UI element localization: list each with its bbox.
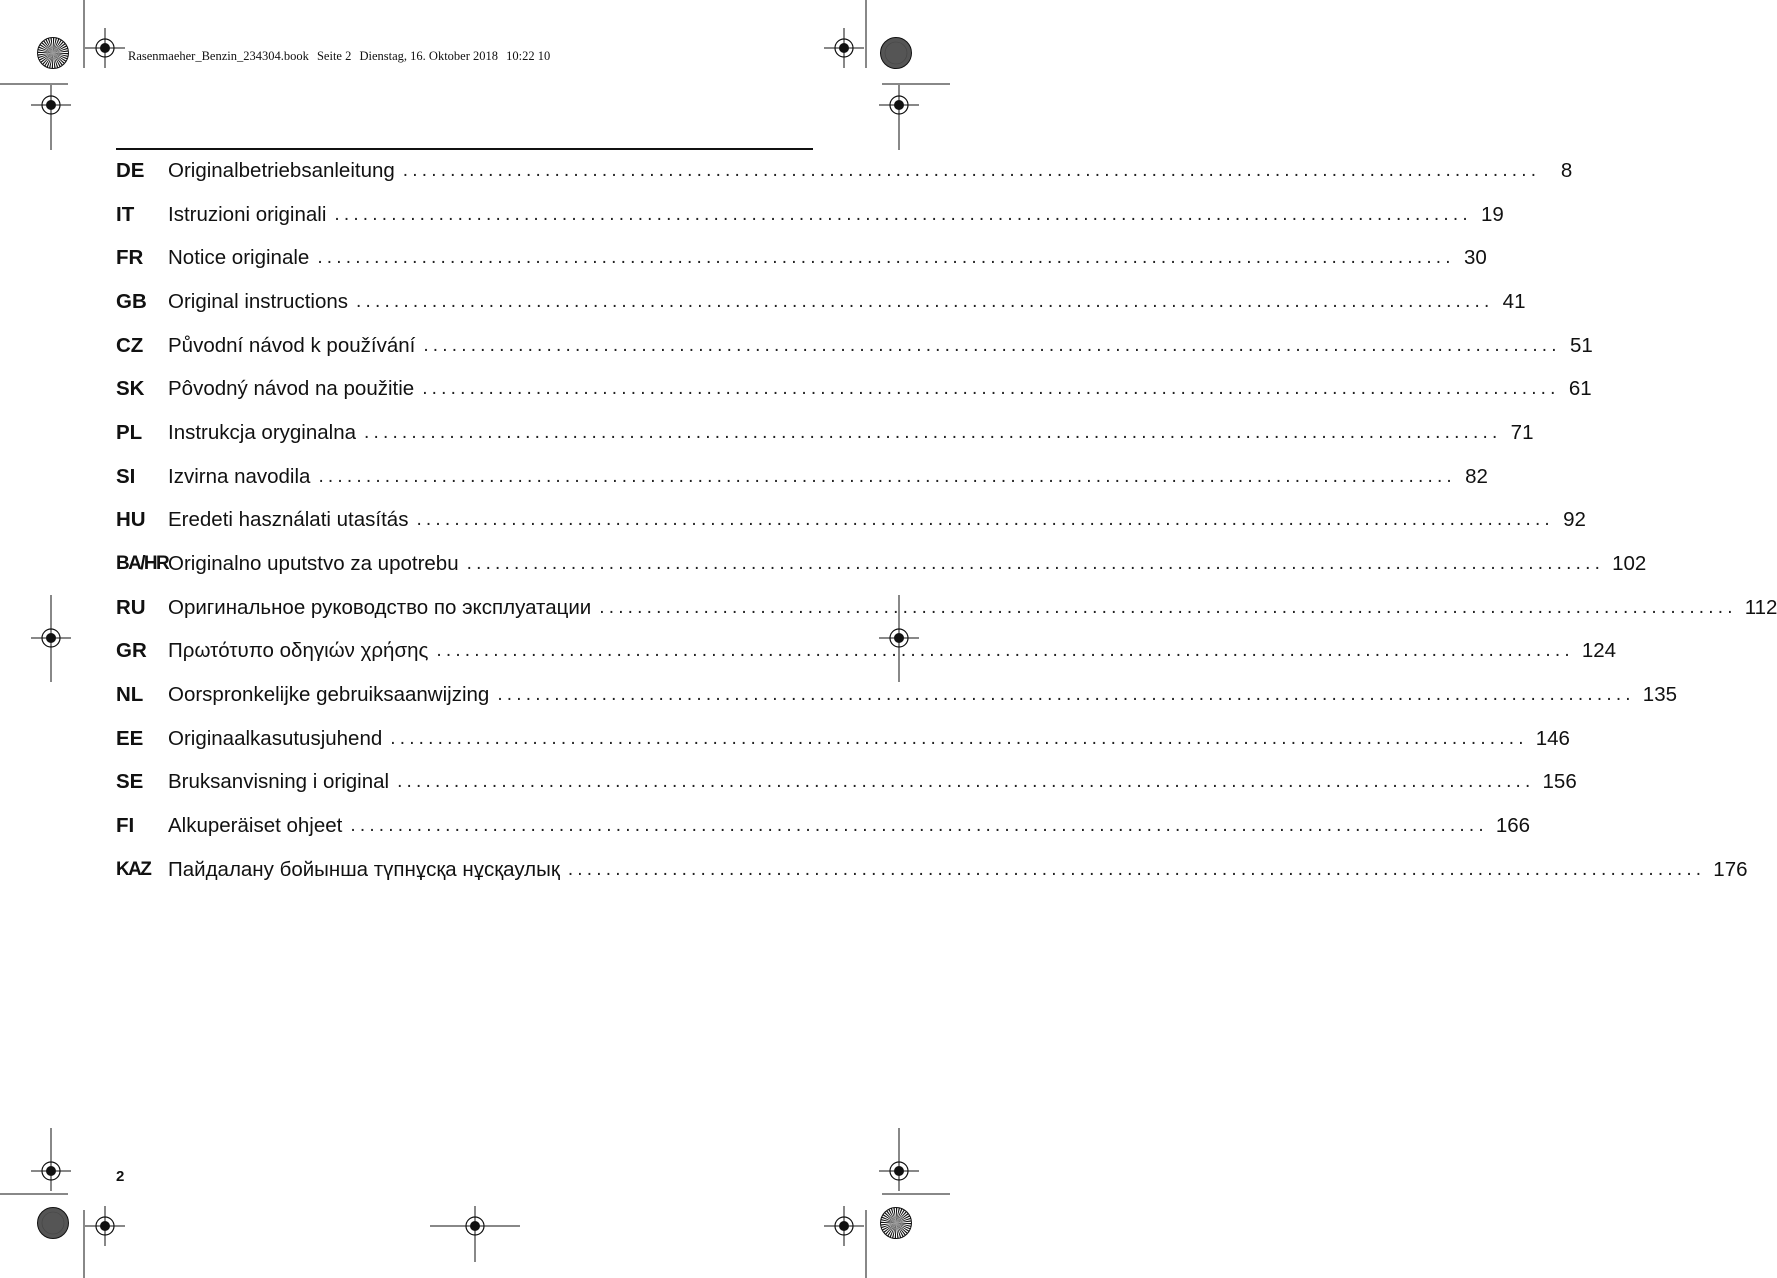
toc-dot-leader: ........................................................................................................................ — [497, 684, 1635, 706]
registration-target-icon — [824, 28, 864, 68]
toc-entry — [116, 542, 1647, 586]
toc-entry — [116, 848, 1748, 892]
toc-page-number: 92 — [1563, 508, 1586, 532]
toc-entry — [116, 586, 1777, 630]
toc-title: Bruksanvisning i original — [168, 770, 390, 794]
toc-page-number: 156 — [1542, 770, 1577, 794]
table-of-contents — [116, 149, 1777, 892]
toc-entry — [116, 411, 1534, 455]
toc-title: Original instructions — [168, 289, 349, 313]
toc-entry — [116, 804, 1531, 848]
toc-title: Eredeti használati utasítás — [168, 508, 409, 532]
toc-page-number: 41 — [1502, 289, 1526, 313]
registration-target-icon — [85, 28, 125, 68]
toc-language-code: BA/HR — [116, 553, 169, 575]
grey-disc-registration-icon — [879, 36, 913, 70]
toc-language-code: NL — [116, 683, 144, 707]
toc-language-code: CZ — [116, 333, 144, 357]
toc-dot-leader: ........................................................................................................................ — [390, 727, 1528, 749]
print-header-file: Rasenmaeher_Benzin_234304.book — [128, 49, 309, 63]
toc-language-code: GR — [116, 639, 147, 663]
toc-page-number: 71 — [1510, 420, 1534, 444]
registration-target-icon — [85, 1206, 125, 1246]
toc-page-number: 146 — [1535, 726, 1570, 750]
toc-page-number: 82 — [1465, 464, 1488, 488]
toc-entry — [116, 630, 1617, 674]
toc-language-code: IT — [116, 202, 135, 226]
toc-page-number: 30 — [1463, 246, 1487, 270]
registration-target-icon — [824, 1206, 864, 1246]
print-header-page: Seite 2 — [316, 49, 352, 63]
toc-entry — [116, 455, 1488, 499]
toc-title: Originaalkasutusjuhend — [168, 726, 383, 750]
toc-title: Πρωτότυπο οδηγιών χρήσης — [168, 639, 429, 663]
toc-language-code: KAZ — [116, 858, 151, 880]
registration-target-icon — [31, 1151, 71, 1191]
toc-page-number: 176 — [1713, 857, 1748, 881]
toc-entry — [116, 499, 1586, 543]
toc-page-number: 51 — [1569, 333, 1593, 357]
toc-title: Pôvodný návod na použitie — [168, 377, 415, 401]
toc-title: Originalbetriebsanleitung — [168, 158, 395, 182]
toc-dot-leader: ........................................................................................................................ — [364, 421, 1502, 443]
toc-title: Izvirna navodila — [168, 464, 311, 488]
toc-dot-leader: ........................................................................................................................ — [422, 378, 1560, 400]
toc-page-number: 8 — [1560, 158, 1573, 182]
toc-language-code: PL — [116, 420, 143, 444]
toc-entry — [116, 673, 1678, 717]
toc-title: Oorspronkelijke gebruiksaanwijzing — [168, 683, 490, 707]
toc-language-code: FI — [116, 814, 135, 838]
toc-dot-leader: ........................................................................................................................ — [356, 290, 1494, 312]
toc-page-number: 19 — [1481, 202, 1504, 226]
toc-entry — [116, 149, 1573, 193]
toc-dot-leader: ........................................................................................................................ — [402, 159, 1541, 181]
toc-language-code: SE — [116, 770, 144, 794]
toc-entry — [116, 280, 1526, 324]
toc-dot-leader: ........................................................................................................................ — [436, 640, 1574, 662]
toc-entry — [116, 761, 1577, 805]
toc-entry — [116, 717, 1570, 761]
toc-language-code: HU — [116, 508, 146, 532]
toc-entry — [116, 236, 1487, 280]
toc-language-code: SI — [116, 464, 136, 488]
toc-title: Istruzioni originali — [168, 202, 327, 226]
print-header — [128, 49, 555, 64]
registration-target-icon — [879, 1151, 919, 1191]
toc-title: Alkuperäiset ohjeet — [168, 814, 343, 838]
toc-entry — [116, 193, 1504, 237]
toc-page-number: 124 — [1581, 639, 1617, 663]
print-header-date: Dienstag, 16. Oktober 2018 — [359, 49, 499, 63]
toc-title: Оригинальное руководство по эксплуатации — [168, 595, 592, 619]
registration-target-icon — [455, 1206, 495, 1246]
toc-page-number: 112 — [1744, 595, 1777, 619]
registration-target-icon — [31, 618, 71, 658]
toc-dot-leader: ........................................................................................................................ — [567, 858, 1706, 880]
toc-dot-leader: ........................................................................................................................ — [318, 465, 1456, 487]
toc-language-code: FR — [116, 246, 144, 270]
toc-dot-leader: ........................................................................................................................ — [350, 815, 1488, 837]
toc-language-code: EE — [116, 726, 144, 750]
print-header-time: 10:22 10 — [506, 49, 551, 63]
toc-title: Původní návod k používání — [168, 333, 416, 357]
toc-title: Instrukcja oryginalna — [168, 420, 357, 444]
toc-language-code: SK — [116, 377, 145, 401]
toc-page-number: 61 — [1568, 377, 1592, 401]
toc-language-code: RU — [116, 595, 146, 619]
toc-language-code: GB — [116, 289, 147, 313]
toc-entry — [116, 367, 1592, 411]
toc-page-number: 166 — [1495, 814, 1531, 838]
starburst-registration-icon — [36, 36, 70, 70]
toc-page-number: 135 — [1642, 683, 1678, 707]
toc-dot-leader: ........................................................................................................................ — [317, 247, 1455, 269]
toc-title: Пайдалану бойынша түпнұсқа нұсқаулық — [168, 857, 560, 881]
grey-disc-registration-icon — [36, 1206, 70, 1240]
toc-title: Originalno uputstvo za upotrebu — [168, 552, 459, 576]
toc-dot-leader: ........................................................................................................................ — [423, 334, 1561, 356]
toc-dot-leader: ........................................................................................................................ — [599, 596, 1737, 618]
toc-dot-leader: ........................................................................................................................ — [397, 771, 1535, 793]
toc-language-code: DE — [116, 158, 145, 182]
toc-dot-leader: ........................................................................................................................ — [416, 509, 1554, 531]
toc-entry — [116, 324, 1593, 368]
toc-dot-leader: ........................................................................................................................ — [334, 203, 1472, 225]
toc-dot-leader: ........................................................................................................................ — [466, 553, 1605, 575]
starburst-registration-icon — [879, 1206, 913, 1240]
toc-page-number: 102 — [1612, 552, 1647, 576]
registration-target-icon — [31, 85, 71, 125]
toc-title: Notice originale — [168, 246, 310, 270]
registration-target-icon — [879, 85, 919, 125]
page-number: 2 — [116, 1168, 125, 1185]
